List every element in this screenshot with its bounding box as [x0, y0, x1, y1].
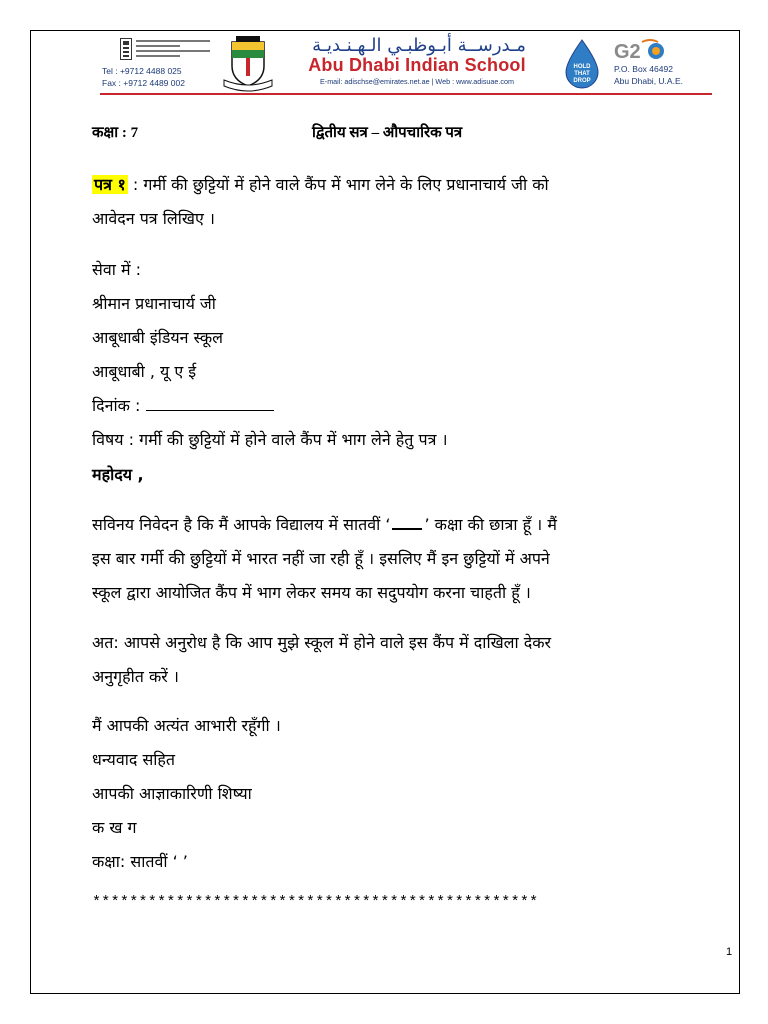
date-blank: [146, 397, 274, 411]
para1-text-b: ’ कक्षा की छात्रा हूँ । मैं: [424, 515, 557, 534]
salutation: महोदय ,: [92, 465, 144, 484]
header-fax: Fax : +9712 4489 002: [102, 78, 185, 88]
addressee-line-2: आबूधाबी इंडियन स्कूल: [92, 328, 224, 347]
accreditation-mark-icon: [120, 38, 132, 60]
document-title: द्वितीय सत्र – औपचारिक पत्र: [312, 125, 463, 141]
date-label: दिनांक :: [92, 396, 146, 415]
subject-line: विषय : गर्मी की छुट्टियों में होने वाले कैंप में भाग लेने हेतु पत्र ।: [92, 430, 448, 449]
header-city: Abu Dhabi, U.A.E.: [614, 76, 683, 86]
star-separator: ************************************************: [92, 894, 539, 911]
question-text-2: आवेदन पत्र लिखिए ।: [92, 209, 215, 228]
addressee-line-3: आबूधाबी , यू ए ई: [92, 362, 197, 381]
paragraph-1-line-1: [92, 513, 557, 535]
page-number: 1: [726, 946, 733, 958]
svg-text:HOLD: HOLD: [573, 64, 591, 70]
para1-text-a: सविनय निवेदन है कि मैं आपके विद्यालय में सातवीं ‘: [92, 515, 391, 534]
accreditation-logo: [120, 38, 212, 60]
g20-logo-icon: [612, 38, 712, 64]
svg-text:G2: G2: [614, 41, 641, 63]
question-text-1: : गर्मी की छुट्टियों में होने वाले कैंप में भाग लेने के लिए प्रधानाचार्य जी को: [127, 175, 549, 194]
header-left: [100, 38, 220, 90]
school-name: Abu Dhabi Indian School: [308, 55, 526, 75]
section-blank: [392, 518, 422, 530]
school-name-arabic: مـدرســة أبـوظبـي الـهـنـديـة: [312, 35, 526, 56]
question-line-1: [92, 173, 549, 195]
school-contact: E-mail: adischse@emirates.net.ae | Web : www.adisuae.com: [320, 77, 514, 86]
paragraph-1-line-2: इस बार गर्मी की छुट्टियों में भारत नहीं जा रही हूँ । इसलिए मैं इन छुट्टियों में अपने: [92, 549, 550, 568]
svg-text:DROP: DROP: [573, 78, 591, 84]
student-class: कक्षा: सातवीं ‘ ’: [92, 852, 188, 871]
water-drop-icon: [562, 38, 602, 90]
school-crest-icon: [222, 36, 274, 92]
paragraph-2-line-1: अत: आपसे अनुरोध है कि आप मुझे स्कूल में होने वाले इस कैंप में दाखिला देकर: [92, 633, 552, 652]
paragraph-1-line-3: स्कूल द्वारा आयोजित कैंप में भाग लेकर समय का सदुपयोग करना चाहती हूँ ।: [92, 583, 531, 602]
accreditation-text-lines: [136, 40, 210, 58]
closing-line-1: मैं आपकी अत्यंत आभारी रहूँगी ।: [92, 716, 281, 735]
svg-text:THAT: THAT: [574, 71, 590, 77]
header-tel: Tel : +9712 4488 025: [102, 66, 182, 76]
closing-line-3: आपकी आज्ञाकारिणी शिष्या: [92, 784, 252, 803]
letterhead: [100, 36, 712, 92]
question-label: पत्र १: [94, 175, 126, 194]
student-name: क ख ग: [92, 818, 137, 837]
closing-line-2: धन्यवाद सहित: [92, 750, 176, 769]
header-po-box: P.O. Box 46492: [614, 64, 673, 74]
class-label: कक्षा : 7: [92, 125, 139, 141]
addressee-line-1: श्रीमान प्रधानाचार्य जी: [92, 294, 216, 313]
letter-to: सेवा में :: [92, 260, 141, 279]
paragraph-2-line-2: अनुगृहीत करें ।: [92, 667, 179, 686]
header-divider: [100, 93, 712, 95]
date-line: [92, 394, 274, 416]
